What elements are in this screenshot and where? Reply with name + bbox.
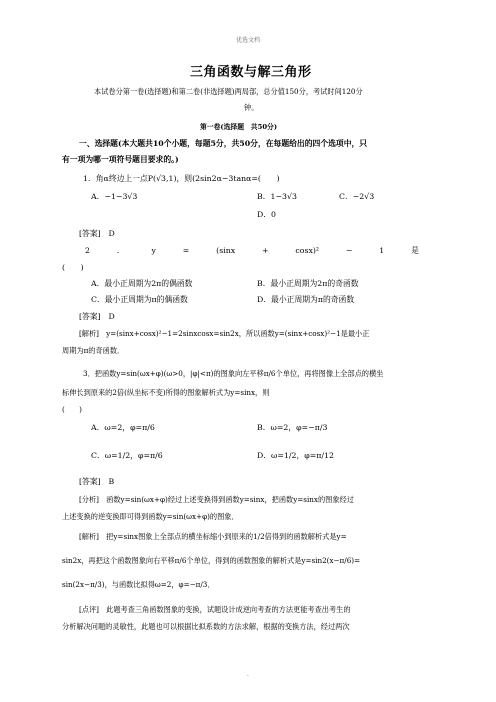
section-heading: 第一卷(选择题 共50分) (200, 123, 278, 131)
q2-option-b: B．最小正周期为2π的奇函数 (257, 279, 359, 288)
intro-line-2: 钟。 (244, 103, 259, 112)
q2-option-c: C．最小正周期为π的偶函数 (91, 295, 188, 304)
q3-fenxi-1: [分析] 函数y=sin(ωx+φ)经过上述变换得到函数y=sinx，把函数y=sinx的图象经过 (79, 495, 354, 504)
section-instruction-1: 一、选择题(本大题共10个小题，每题5分，共50分，在每题给出的四个选项中，只 (79, 139, 368, 148)
q3-jiexi-3: sin(2x−π/3)，与函数比拟得ω=2，φ=−π/3． (62, 580, 215, 589)
q2-stem-bracket: ( ) (62, 263, 84, 272)
q3-option-b: B．ω=2，φ=−π/3 (257, 423, 328, 432)
page-footer-mark: . (247, 671, 249, 678)
q3-fenxi-2: 上述变换的逆变换即可得到函数y=sin(ωx+φ)的图象． (62, 512, 239, 521)
q1-option-d: D．0 (257, 210, 277, 219)
q3-jiexi-1: [解析] 把y=sinx图象上全部点的横坐标缩小到原来的1/2倍得到的函数解析式是y= (79, 532, 347, 541)
q1-option-c: C．−2√3 (339, 192, 375, 201)
q3-answer: [答案] B (79, 477, 115, 486)
q2-analysis-1: [解析] y=(sinx+cosx)²−1=2sinxcosx=sin2x，所以函数y=(sinx+cosx)²−1是最小正 (79, 329, 370, 338)
page-header: 优选文档 (236, 37, 261, 44)
q3-stem-1: 3．把函数y=sin(ωx+φ)(ω>0，|φ|<π)的图象向左平移π/6个单位，再将图像上全部点的横坐 (83, 369, 384, 378)
q2-option-d: D．最小正周期为π的奇函数 (257, 295, 355, 304)
document-title: 三角函数与解三角形 (190, 65, 312, 80)
q2-stem: 2 ． y = (sinx + cosx)² − 1 是 (85, 246, 419, 255)
section-instruction-2: 有一项为哪一项符号题目要求的。) (62, 155, 179, 164)
q3-jiexi-2: sin2x，再把这个函数图象向右平移π/6个单位，得到的函数图象的解析式是y=sin2(x−π/6)= (62, 556, 361, 565)
q2-option-a: A．最小正周期为2π的偶函数 (91, 279, 193, 288)
q2-analysis-2: 周期为π的奇函数． (62, 346, 125, 355)
q3-stem-3: ( ) (62, 405, 82, 414)
q1-answer: [答案] D (79, 229, 115, 238)
q2-answer: [答案] D (79, 312, 115, 321)
intro-line-1: 本试卷分第一卷(选择题)和第二卷(非选择题)两局部，总分值150分，考试时间120分 (94, 87, 363, 96)
q1-option-b: B．1−3√3 (257, 192, 297, 201)
q3-stem-2: 标伸长到原来的2倍(纵坐标不变)所得的图象解析式为y=sinx，则 (62, 388, 270, 397)
q3-dianping-1: [点评] 此题考查三角函数图象的变换，试题设计成逆向考查的方法更能考查出考生的 (79, 605, 351, 614)
q1-option-a: A．−1−3√3 (91, 192, 138, 201)
q3-dianping-2: 分析解决问题的灵敏性，此题也可以根据比拟系数的方法求解，根据的变换方法，经过两次 (62, 622, 350, 631)
q1-stem: 1．角α终边上一点P(√3,1)，则(2sin2α−3tanα=( ) (83, 174, 280, 183)
q3-option-c: C．ω=1/2，φ=π/6 (91, 451, 163, 460)
q3-option-a: A．ω=2，φ=π/6 (91, 423, 155, 432)
q3-option-d: D．ω=1/2，φ=π/12 (257, 451, 334, 460)
